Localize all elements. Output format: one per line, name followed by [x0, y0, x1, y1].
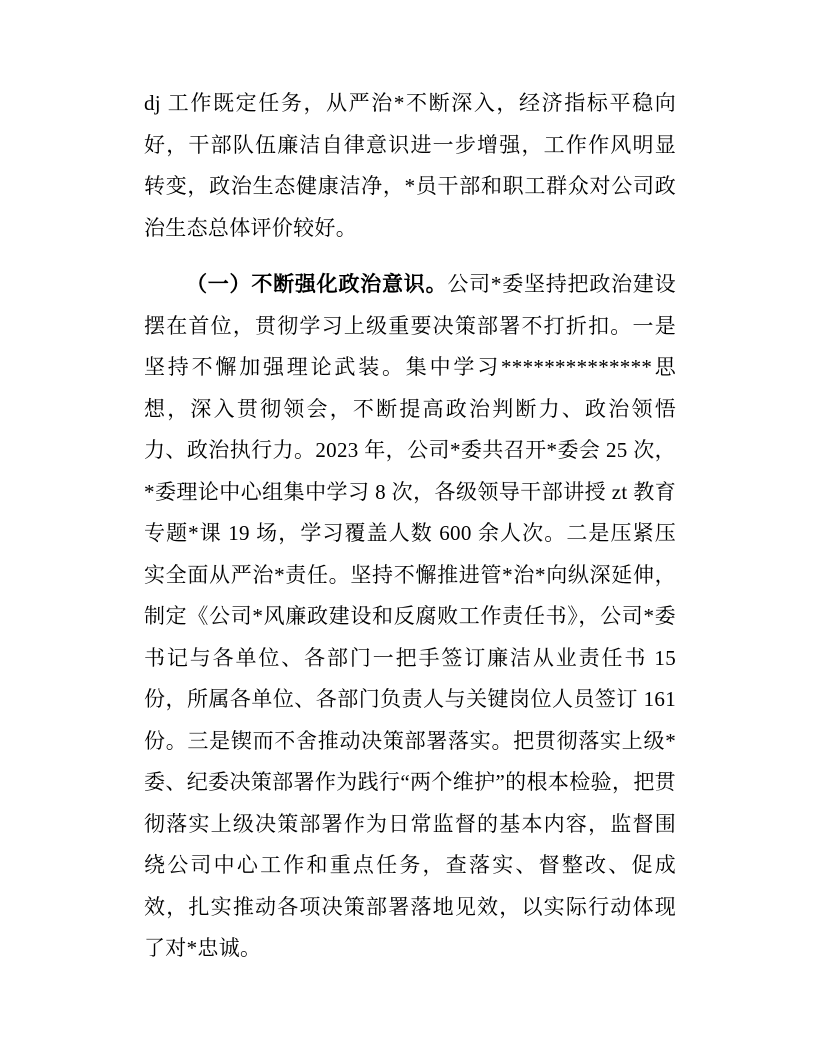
paragraph — [144, 83, 676, 249]
document-body — [144, 83, 676, 970]
body-text: dj 工作既定任务，从严治*不断深入，经济指标平稳向好，干部队伍廉洁自律意识进一步增强，工作作风明显转变，政治生态健康洁净，*员干部和职工群众对公司政治生态总体评价较好。 — [144, 91, 676, 240]
body-text: 公司*委坚持把政治建设摆在首位，贯彻学习上级重要决策部署不打折扣。一是坚持不懈加强理论武装。集中学习**************思想，深入贯彻领会，不断提高政治判断力、政治领悟力、政治执行力。2023 年，公司*委共召开*委会 25 次，*委理论中心组集中学习 8 次，各级领导干部讲授 zt 教育专题*课 19 场，学习覆盖人数 600 余人次。二是压紧压实全面从严治*责任。坚持不懈推进管*治*向纵深延伸，制定《公司*风廉政建设和反腐败工作责任书》，公司*委书记与各单位、各部门一把手签订廉洁从业责任书 15 份，所属各单位、各部门负责人与关键岗位人员签订 161 份。三是锲而不舍推动决策部署落实。把贯彻落实上级*委、纪委决策部署作为践行“两个维护”的根本检验，把贯彻落实上级决策部署作为日常监督的基本内容，监督围绕公司中心工作和重点任务，查落实、督整改、促成效，扎实推动各项决策部署落地见效，以实际行动体现了对*忠诚。 — [144, 272, 676, 960]
section-heading: （一）不断强化政治意识。 — [186, 272, 448, 296]
paragraph — [144, 264, 676, 970]
